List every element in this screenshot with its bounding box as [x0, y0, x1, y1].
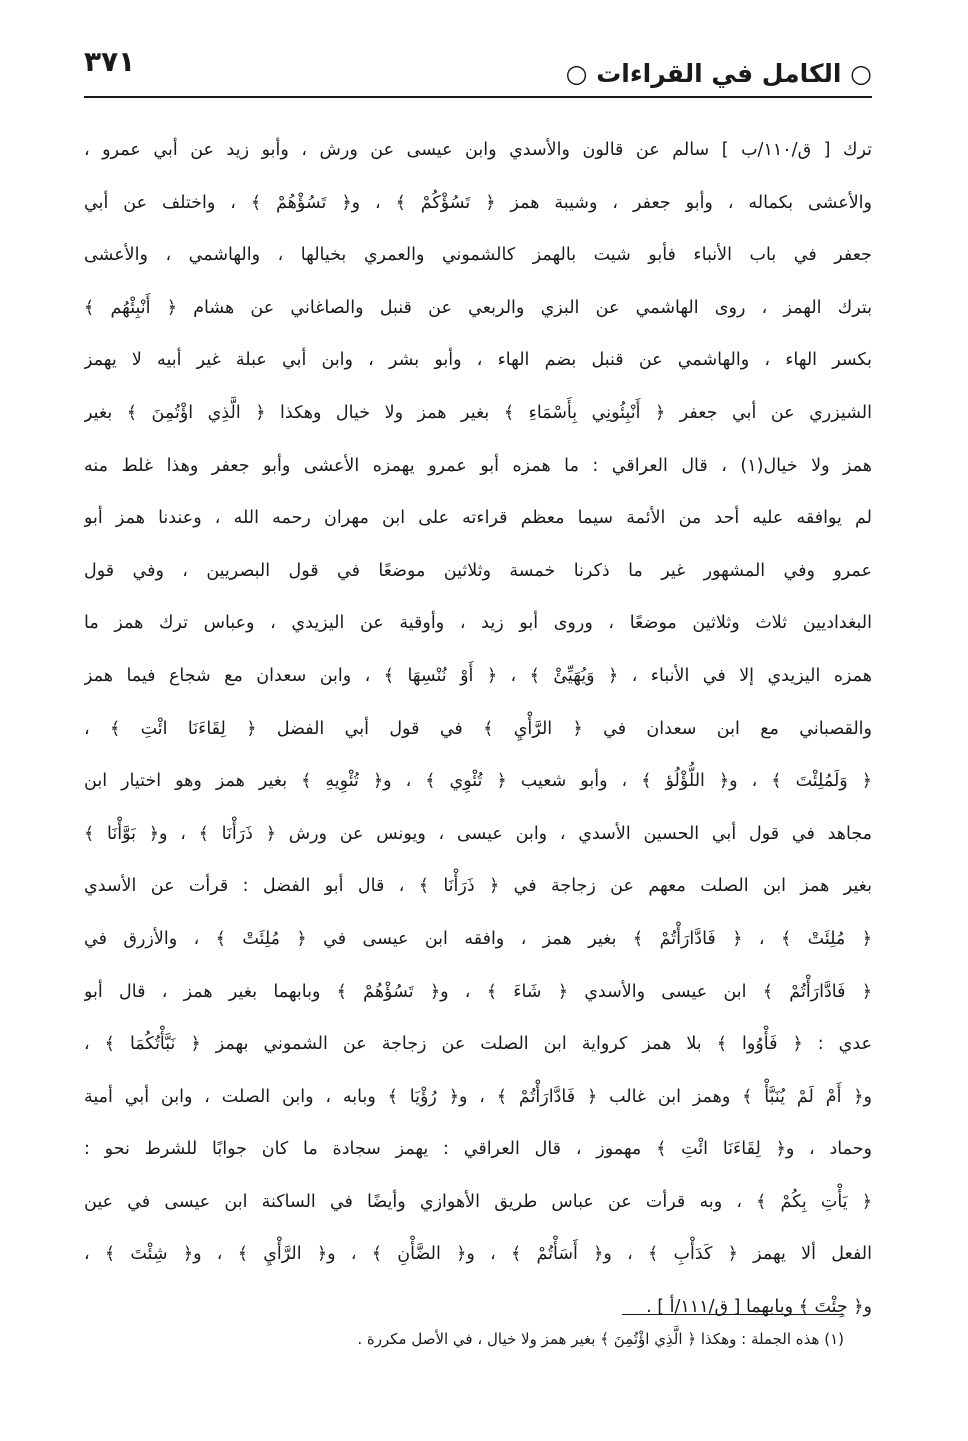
text-line: والقصباني مع ابن سعدان في ﴿ الرَّأْيِ ﴾ في قول أبي الفضل ﴿ لِقَاءَنَا ائْتِ ﴾ ،	[84, 718, 872, 739]
text-line: و﴿ أَمْ لَمْ يُنَبَّأْ ﴾ وهمز ابن غالب ﴿ فَادَّارَأْتُمْ ﴾ ، و﴿ رُؤْيَا ﴾ وبابه ، وابن الصلت ، وابن أبي أمية	[84, 1086, 872, 1107]
text-line: لم يوافقه عليه أحد من الأئمة سيما معظم قراءته على ابن مهران رحمه الله ، وعندنا همز أبو	[84, 508, 872, 529]
text-line: البغداديين ثلاث وثلاثين موضعًا ، وروى أبو زيد ، وأوقية عن اليزيدي ، وعباس ترك همز ما	[84, 613, 872, 634]
text-line: ﴿ فَادَّارَأْتُمْ ﴾ ابن عيسى والأسدي ﴿ شَاءَ ﴾ ، و﴿ تَسُؤْهُمْ ﴾ وبابهما بغير همز ، قال أبو	[84, 981, 872, 1002]
text-line: مجاهد في قول أبي الحسين الأسدي ، وابن عيسى ، ويونس عن ورش ﴿ ذَرَأْنَا ﴾ ، و﴿ بَوَّأْنَا ﴾	[84, 823, 872, 844]
page-header	[84, 42, 872, 98]
text-line: ﴿ وَلَمُلِئْتَ ﴾ ، و﴿ اللُّؤْلُؤ ﴾ ، وأبو شعيب ﴿ تُئْوِي ﴾ ، و﴿ تُئْوِيهِ ﴾ بغير همز وهو اختيار ابن	[84, 771, 872, 792]
text-line: عدي : ﴿ فَأْوُوا ﴾ بلا همز كرواية ابن الصلت عن زجاجة عن الشموني بهمز ﴿ نَبَّأْتُكُمَا ﴾ ،	[84, 1034, 872, 1055]
footnote-divider	[622, 1314, 844, 1315]
text-line: وحماد ، و﴿ لِقَاءَنَا ائْتِ ﴾ مهموز ، قال العراقي : يهمز سجادة ما كان جوابًا للشرط نحو :	[84, 1139, 872, 1160]
text-line: بكسر الهاء ، والهاشمي عن قنبل بضم الهاء ، وأبو بشر ، وابن أبي عبلة غير أبيه لا يهمز	[84, 350, 872, 371]
text-line: الفعل ألا يهمز ﴿ كَدَأْبِ ﴾ ، و﴿ أَسَأْتُمْ ﴾ ، و﴿ الضَّأْنِ ﴾ ، و﴿ الرَّأْيِ ﴾ ، و﴿ شِئْتَ ﴾ ،	[84, 1244, 872, 1265]
text-line: عمرو وفي المشهور غير ما ذكرنا خمسة وثلاثين موضعًا في قول البصريين ، وفي قول	[84, 560, 872, 581]
text-line: بترك الهمز ، روى الهاشمي عن البزي والربعي عن قنبل والصاغاني عن هشام ﴿ أَنْبِئْهُم ﴾	[84, 297, 872, 318]
text-line: ﴿ يَأْتِ بِكُمْ ﴾ ، وبه قرأت عن عباس طريق الأهوازي وأيضًا في الساكنة ابن عيسى في عين	[84, 1191, 872, 1212]
text-line: الشيزري عن أبي جعفر ﴿ أَنْبِئُونِي بِأَسْمَاءِ ﴾ بغير همز ولا خيال وهكذا ﴿ الَّذِي اؤْتُمِنَ ﴾ بغير	[84, 402, 872, 423]
footnote: (١) هذه الجملة : وهكذا ﴿ الَّذِي اؤْتُمِنَ ﴾ بغير همز ولا خيال ، في الأصل مكررة .	[357, 1330, 844, 1348]
text-line: جعفر في باب الأنباء فأبو شيت بالهمز كالشموني والعمري بخيالها ، والهاشمي ، والأعشى	[84, 245, 872, 266]
header-divider	[84, 96, 872, 98]
text-line: همز ولا خيال(١) ، قال العراقي : ما همزه أبو عمرو يهمزه الأعشى وأبو جعفر وهذا غلط منه	[84, 455, 872, 476]
text-line: همزه اليزيدي إلا في الأنباء ، ﴿ وَيُهَيِّئْ ﴾ ، ﴿ أَوْ نُنْسِهَا ﴾ ، وابن سعدان مع شجاع فيما همز	[84, 665, 872, 686]
text-line: ترك [ ق/١١٠/ب ] سالم عن قالون والأسدي وابن عيسى عن ورش ، وأبو زيد عن أبي عمرو ،	[84, 140, 872, 160]
text-line: بغير همز ابن الصلت معهم عن زجاجة في ﴿ ذَرَأْنَا ﴾ ، قال أبو الفضل : قرأت عن الأسدي	[84, 876, 872, 897]
text-line: والأعشى بكماله ، وأبو جعفر ، وشيبة همز ﴿ تَسُؤْكُمْ ﴾ ، و﴿ تَسُؤْهُمْ ﴾ ، واختلف عن أبي	[84, 192, 872, 213]
page-number: ٣٧١	[84, 45, 136, 78]
book-title: ○ الكامل في القراءات ○	[565, 59, 872, 88]
main-text	[84, 124, 872, 1334]
text-line: ﴿ مُلِئَتْ ﴾ ، ﴿ فَادَّارَأْتُمْ ﴾ بغير همز ، وافقه ابن عيسى في ﴿ مُلِئَتْ ﴾ ، والأزرق في	[84, 928, 872, 949]
text-line: و﴿ جِئْتَ ﴾ وبابهما [ ق/١١١/أ ] .	[646, 1297, 872, 1318]
